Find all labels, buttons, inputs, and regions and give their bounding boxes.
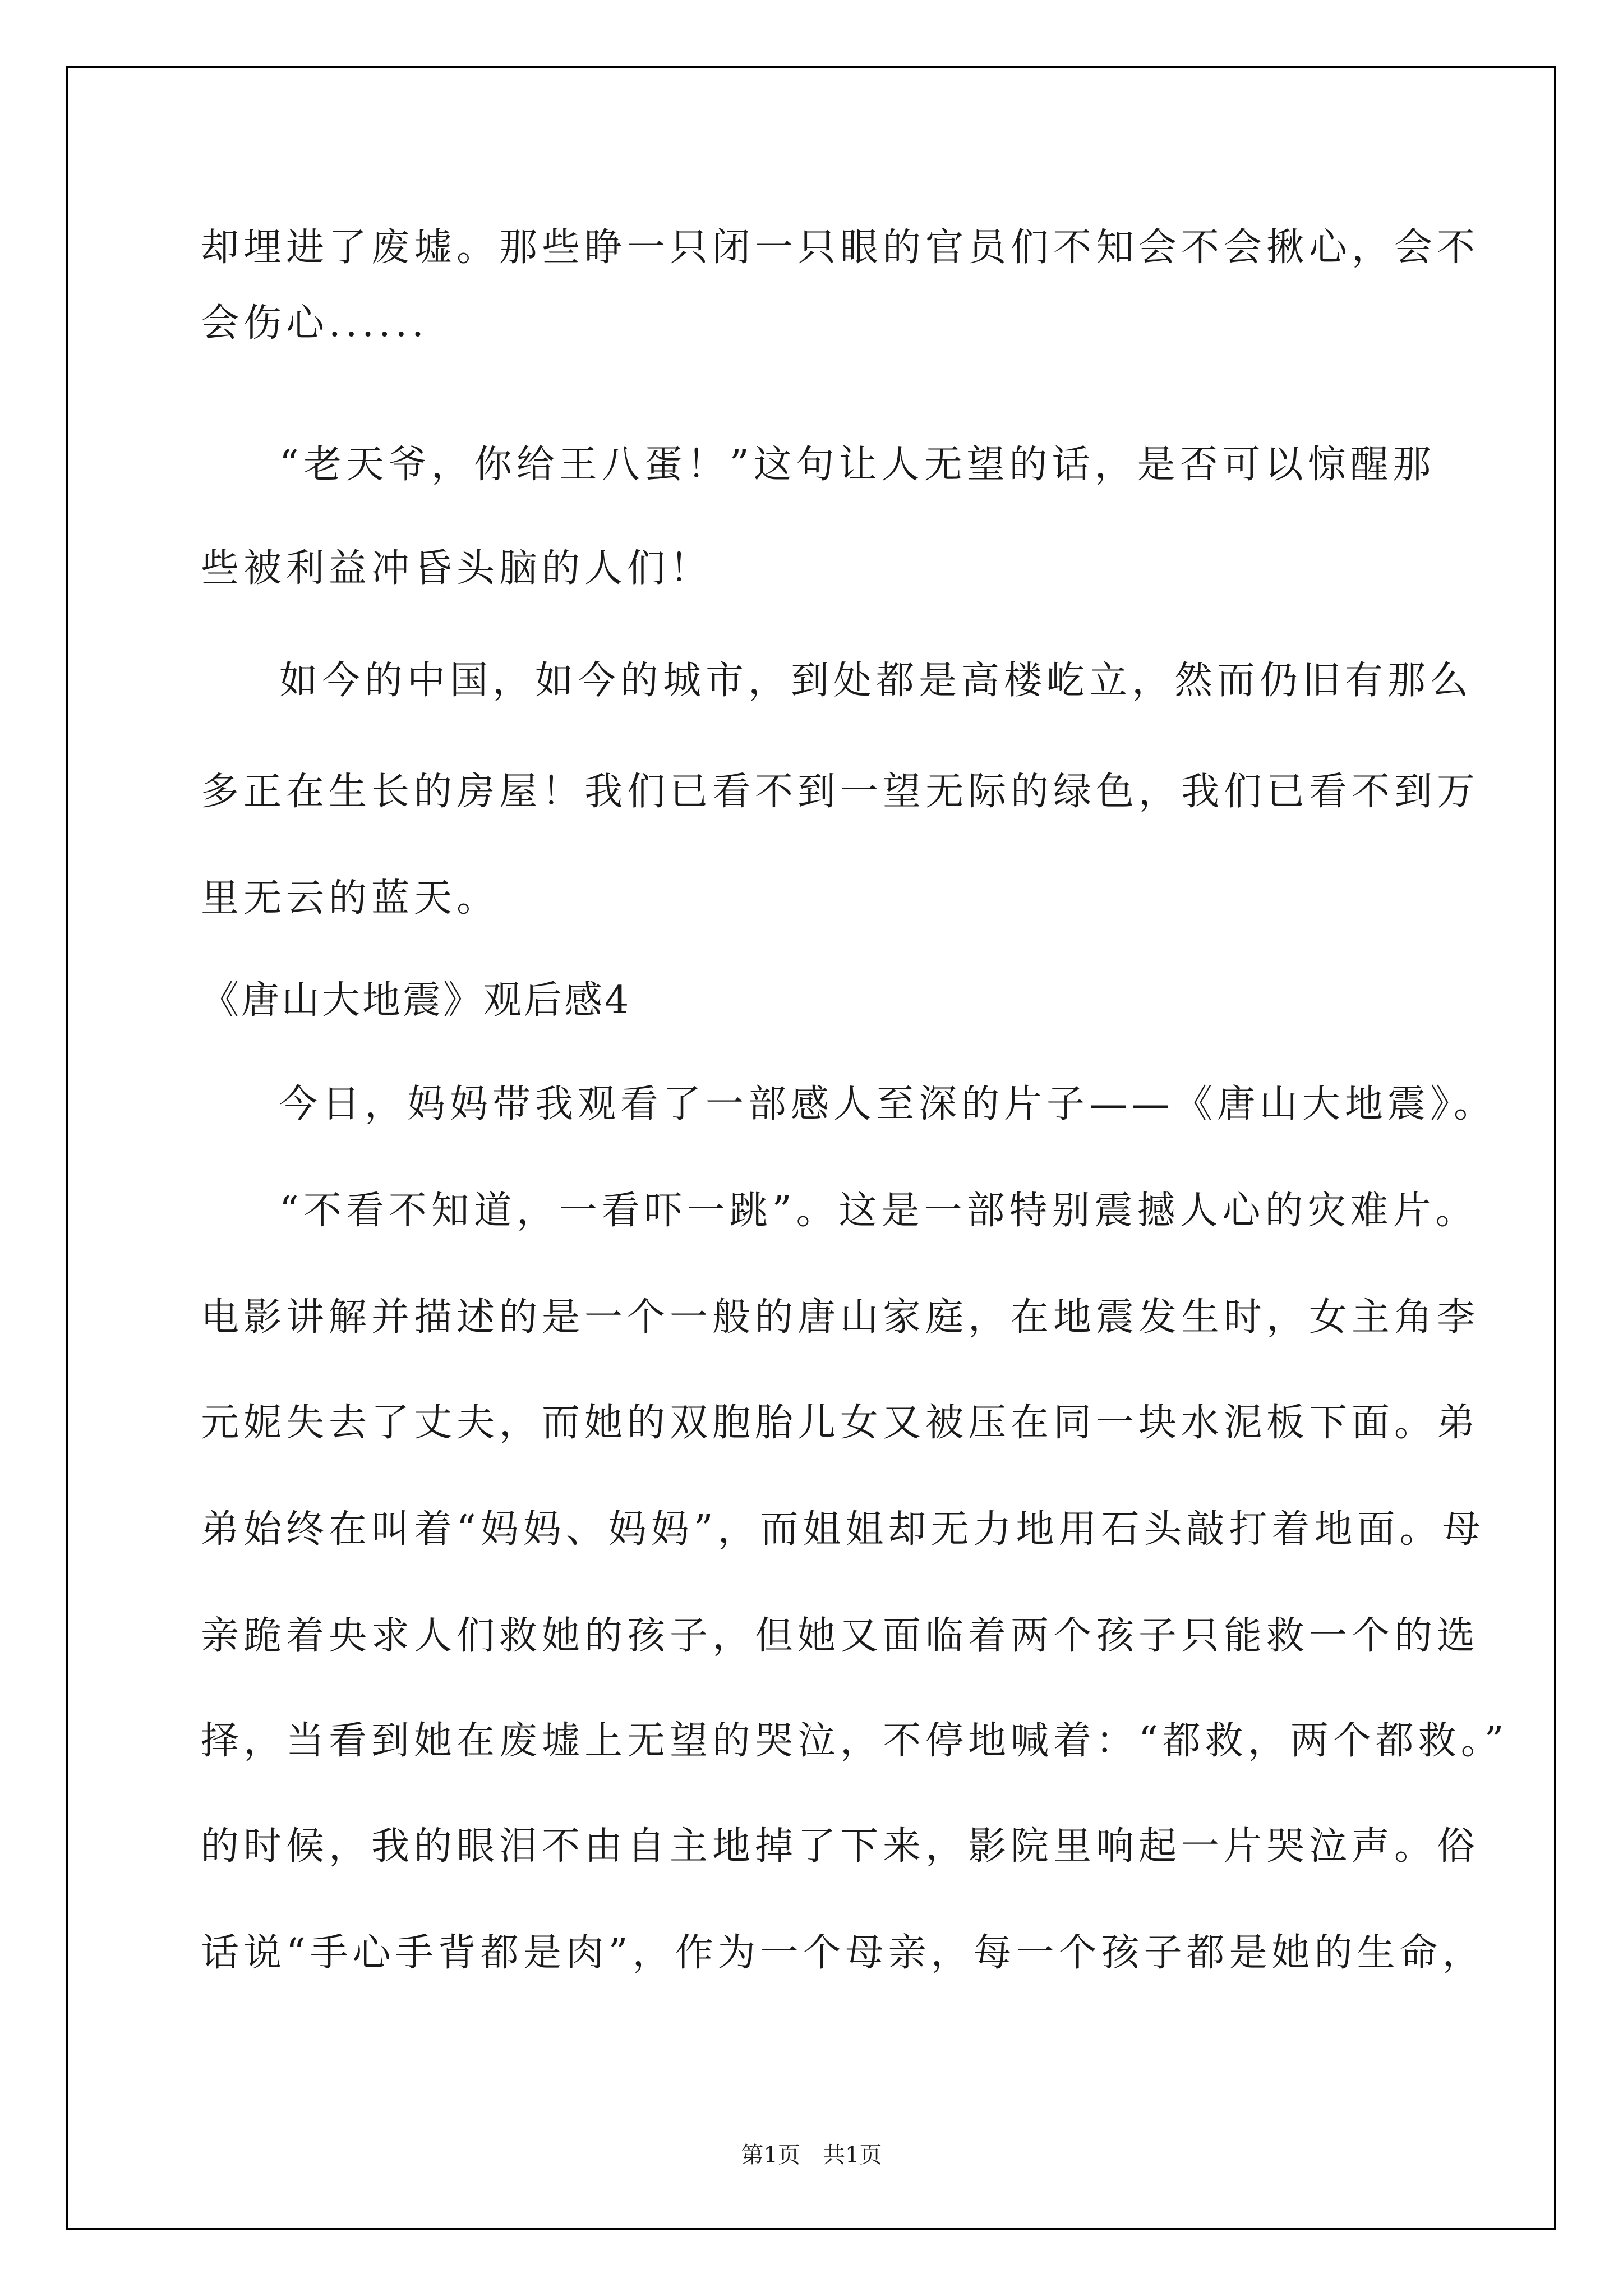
- body-line: 弟始终在叫着“妈妈、妈妈”，而姐姐却无力地用石头敲打着地面。母: [201, 1507, 1485, 1552]
- body-line: 里无云的蓝天。: [201, 876, 500, 921]
- page-border: [66, 66, 1556, 2230]
- body-line: 会伤心......: [201, 301, 428, 346]
- body-line: “老天爷，你给王八蛋！”这句让人无望的话，是否可以惊醒那: [279, 443, 1436, 487]
- body-line: 多正在生长的房屋！我们已看不到一望无际的绿色，我们已看不到万: [201, 770, 1480, 814]
- body-line: 亲跪着央求人们救她的孩子，但她又面临着两个孩子只能救一个的选: [201, 1614, 1480, 1658]
- body-line: 如今的中国，如今的城市，到处都是高楼屹立，然而仍旧有那么: [279, 659, 1473, 703]
- body-line: 元妮失去了丈夫，而她的双胞胎儿女又被压在同一块水泥板下面。弟: [201, 1401, 1480, 1445]
- page-footer: 第1页 共1页: [741, 2142, 882, 2168]
- body-line: 的时候，我的眼泪不由自主地掉了下来，影院里响起一片哭泣声。俗: [201, 1824, 1480, 1869]
- body-line: 择，当看到她在废墟上无望的哭泣，不停地喊着：“都救，两个都救。”: [201, 1719, 1509, 1763]
- section-heading: 《唐山大地震》观后感4: [201, 978, 631, 1023]
- body-line: 电影讲解并描述的是一个一般的唐山家庭，在地震发生时，女主角李: [201, 1295, 1480, 1340]
- body-line: 话说“手心手背都是肉”，作为一个母亲，每一个孩子都是她的生命，: [201, 1931, 1485, 1975]
- body-line: 今日，妈妈带我观看了一部感人至深的片子——《唐山大地震》。: [279, 1082, 1497, 1126]
- body-line: “不看不知道，一看吓一跳”。这是一部特别震撼人心的灾难片。: [279, 1189, 1478, 1233]
- body-line: 些被利益冲昏头脑的人们！: [201, 546, 713, 591]
- body-line: 却埋进了废墟。那些睁一只闭一只眼的官员们不知会不会揪心，会不: [201, 226, 1480, 270]
